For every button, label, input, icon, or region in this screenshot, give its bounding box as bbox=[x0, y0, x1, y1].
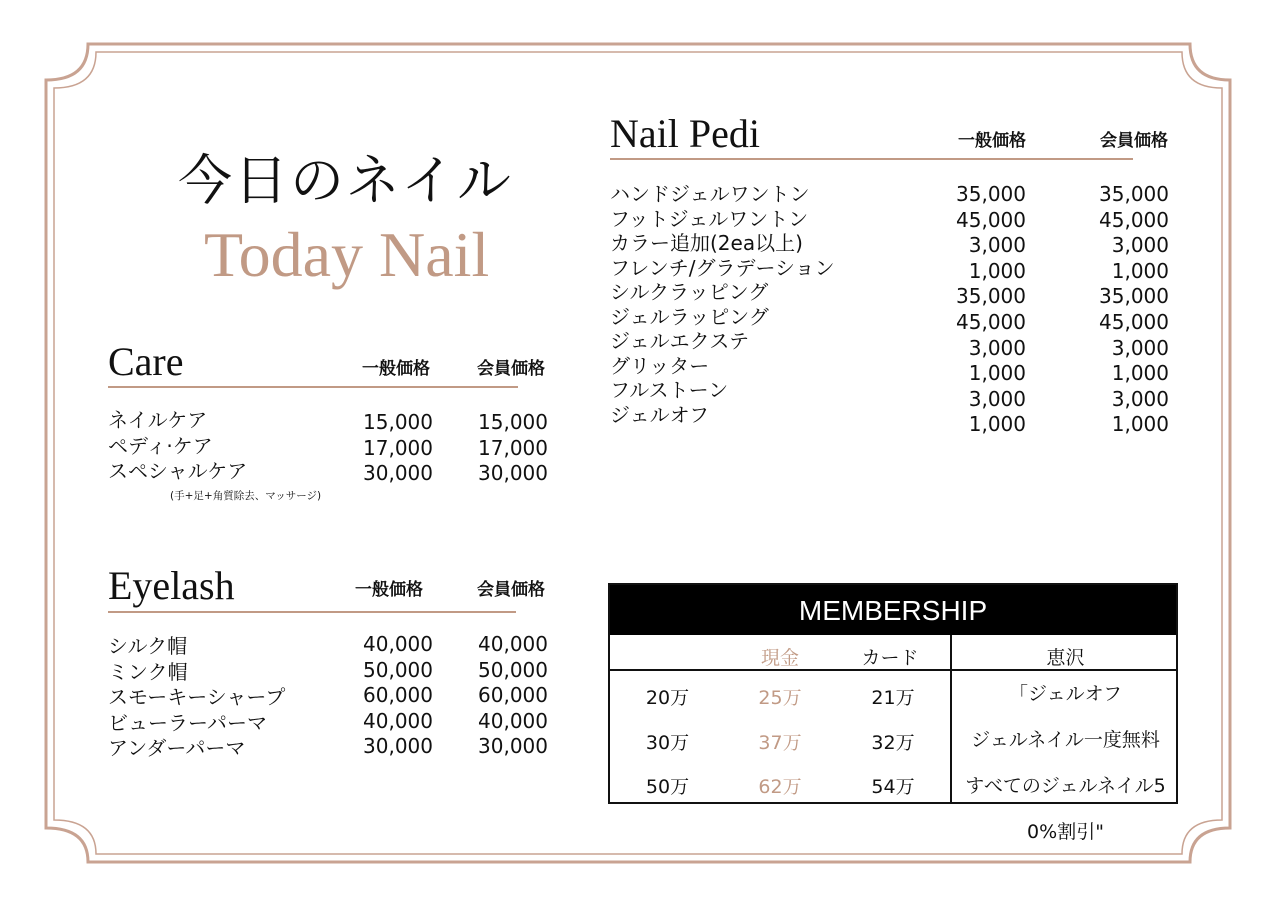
nailpedi-general-price: 1,000 bbox=[968, 361, 1026, 386]
membership-cash: 25万 bbox=[758, 687, 802, 709]
nailpedi-member-price: 1,000 bbox=[1111, 412, 1169, 437]
care-member-price: 17,000 bbox=[478, 435, 548, 460]
eyelash-member-price: 40,000 bbox=[478, 632, 548, 656]
care-divider bbox=[108, 386, 518, 388]
nailpedi-divider bbox=[610, 158, 1133, 160]
nailpedi-col-general: 一般価格 bbox=[958, 131, 1026, 151]
nailpedi-col-member: 会員価格 bbox=[1100, 131, 1168, 151]
care-note: (手+足+角質除去、マッサージ) bbox=[170, 490, 322, 502]
membership-card: 54万 bbox=[871, 776, 915, 798]
membership-title: MEMBERSHIP bbox=[610, 585, 1176, 635]
nailpedi-general-price: 35,000 bbox=[956, 284, 1026, 309]
membership-deposit: 20万 bbox=[645, 687, 690, 709]
nailpedi-item-name: フレンチ/グラデーション bbox=[610, 255, 835, 280]
nailpedi-member-price: 35,000 bbox=[1099, 284, 1169, 309]
eyelash-general-price: 40,000 bbox=[363, 632, 433, 656]
nailpedi-item-name: ジェルオフ bbox=[610, 402, 709, 427]
nailpedi-item-name: グリッター bbox=[610, 353, 710, 378]
membership-cash: 37万 bbox=[758, 732, 802, 754]
eyelash-col-general: 一般価格 bbox=[355, 580, 423, 600]
membership-card: 32万 bbox=[871, 732, 915, 754]
eyelash-general-price: 60,000 bbox=[363, 683, 433, 708]
eyelash-general-price: 30,000 bbox=[363, 734, 433, 759]
membership-col-cash: 現金 bbox=[760, 647, 799, 669]
eyelash-member-price: 30,000 bbox=[478, 734, 548, 759]
care-member-prices bbox=[475, 410, 548, 487]
care-names bbox=[108, 408, 247, 485]
nailpedi-title: Nail Pedi bbox=[610, 111, 760, 156]
eyelash-item-name: アンダーパーマ bbox=[108, 736, 246, 761]
eyelash-col-member: 会員価格 bbox=[477, 580, 545, 600]
care-item-name: ペディ·ケア bbox=[108, 433, 213, 458]
nailpedi-general-price: 45,000 bbox=[956, 207, 1026, 232]
nailpedi-member-price: 3,000 bbox=[1111, 386, 1169, 411]
nailpedi-member-price: 1,000 bbox=[1111, 361, 1169, 386]
membership-deposit: 50万 bbox=[645, 776, 690, 798]
nailpedi-member-price: 45,000 bbox=[1099, 207, 1169, 232]
nailpedi-general-price: 35,000 bbox=[956, 182, 1026, 206]
eyelash-member-prices bbox=[475, 632, 548, 760]
nailpedi-general-price: 45,000 bbox=[956, 309, 1026, 334]
eyelash-general-price: 40,000 bbox=[363, 708, 433, 733]
membership-card: 21万 bbox=[871, 687, 915, 709]
membership-deposit: 30万 bbox=[645, 732, 690, 754]
nailpedi-item-name: ジェルラッピング bbox=[610, 304, 769, 329]
nailpedi-item-name: カラー追加(2ea以上) bbox=[610, 231, 803, 255]
nailpedi-member-price: 45,000 bbox=[1099, 309, 1169, 334]
page-title: 今日のネイル bbox=[178, 149, 513, 212]
membership-cash: 62万 bbox=[758, 776, 802, 798]
nailpedi-item-name: フルストーン bbox=[610, 378, 729, 402]
care-title: Care bbox=[108, 339, 184, 384]
nailpedi-member-price: 1,000 bbox=[1111, 258, 1169, 283]
eyelash-member-price: 50,000 bbox=[478, 657, 548, 682]
eyelash-general-prices bbox=[360, 632, 433, 760]
nailpedi-names bbox=[610, 182, 835, 427]
membership-col-card: カード bbox=[861, 647, 919, 669]
care-item-name: スペシャルケア bbox=[108, 459, 248, 484]
membership-benefit-text: 「ジェルオフ ジェルネイル一度無料 すべてのジェルネイル5 0%割引" bbox=[965, 683, 1166, 843]
care-general-prices bbox=[360, 410, 433, 487]
care-col-general: 一般価格 bbox=[362, 359, 430, 379]
eyelash-title: Eyelash bbox=[108, 563, 235, 608]
nailpedi-item-name: シルクラッピング bbox=[610, 280, 769, 304]
nailpedi-general-price: 1,000 bbox=[968, 412, 1026, 437]
eyelash-general-price: 50,000 bbox=[363, 657, 433, 682]
care-general-price: 15,000 bbox=[363, 410, 433, 434]
care-item-name: ネイルケア bbox=[108, 408, 208, 432]
eyelash-item-name: ビューラーパーマ bbox=[108, 710, 267, 735]
nailpedi-general-prices bbox=[952, 182, 1026, 438]
membership-col-benefit: 恵沢 bbox=[1046, 647, 1085, 669]
nailpedi-general-price: 1,000 bbox=[968, 258, 1026, 283]
nailpedi-general-price: 3,000 bbox=[968, 386, 1026, 411]
nailpedi-general-price: 3,000 bbox=[968, 335, 1026, 360]
eyelash-member-price: 60,000 bbox=[478, 683, 548, 708]
care-general-price: 17,000 bbox=[363, 435, 433, 460]
eyelash-item-name: ミンク帽 bbox=[108, 659, 188, 684]
nailpedi-item-name: フットジェルワントン bbox=[610, 206, 809, 231]
nailpedi-item-name: ジェルエクステ bbox=[610, 329, 749, 353]
nailpedi-member-price: 3,000 bbox=[1111, 233, 1169, 258]
nailpedi-general-price: 3,000 bbox=[968, 233, 1026, 258]
care-general-price: 30,000 bbox=[363, 461, 433, 486]
eyelash-item-name: スモーキーシャープ bbox=[108, 685, 286, 710]
nailpedi-member-price: 35,000 bbox=[1099, 182, 1169, 206]
care-col-member: 会員価格 bbox=[477, 359, 545, 379]
page-subtitle: Today Nail bbox=[204, 219, 490, 290]
nailpedi-member-prices bbox=[1095, 182, 1169, 438]
eyelash-names bbox=[108, 634, 285, 762]
care-member-price: 30,000 bbox=[478, 461, 548, 486]
eyelash-divider bbox=[108, 611, 516, 613]
nailpedi-item-name: ハンドジェルワントン bbox=[610, 182, 810, 206]
nailpedi-member-price: 3,000 bbox=[1111, 335, 1169, 360]
eyelash-member-price: 40,000 bbox=[478, 708, 548, 733]
membership-table bbox=[608, 583, 1178, 843]
eyelash-item-name: シルク帽 bbox=[108, 634, 188, 658]
membership-column-divider bbox=[950, 635, 952, 802]
care-member-price: 15,000 bbox=[478, 410, 548, 434]
